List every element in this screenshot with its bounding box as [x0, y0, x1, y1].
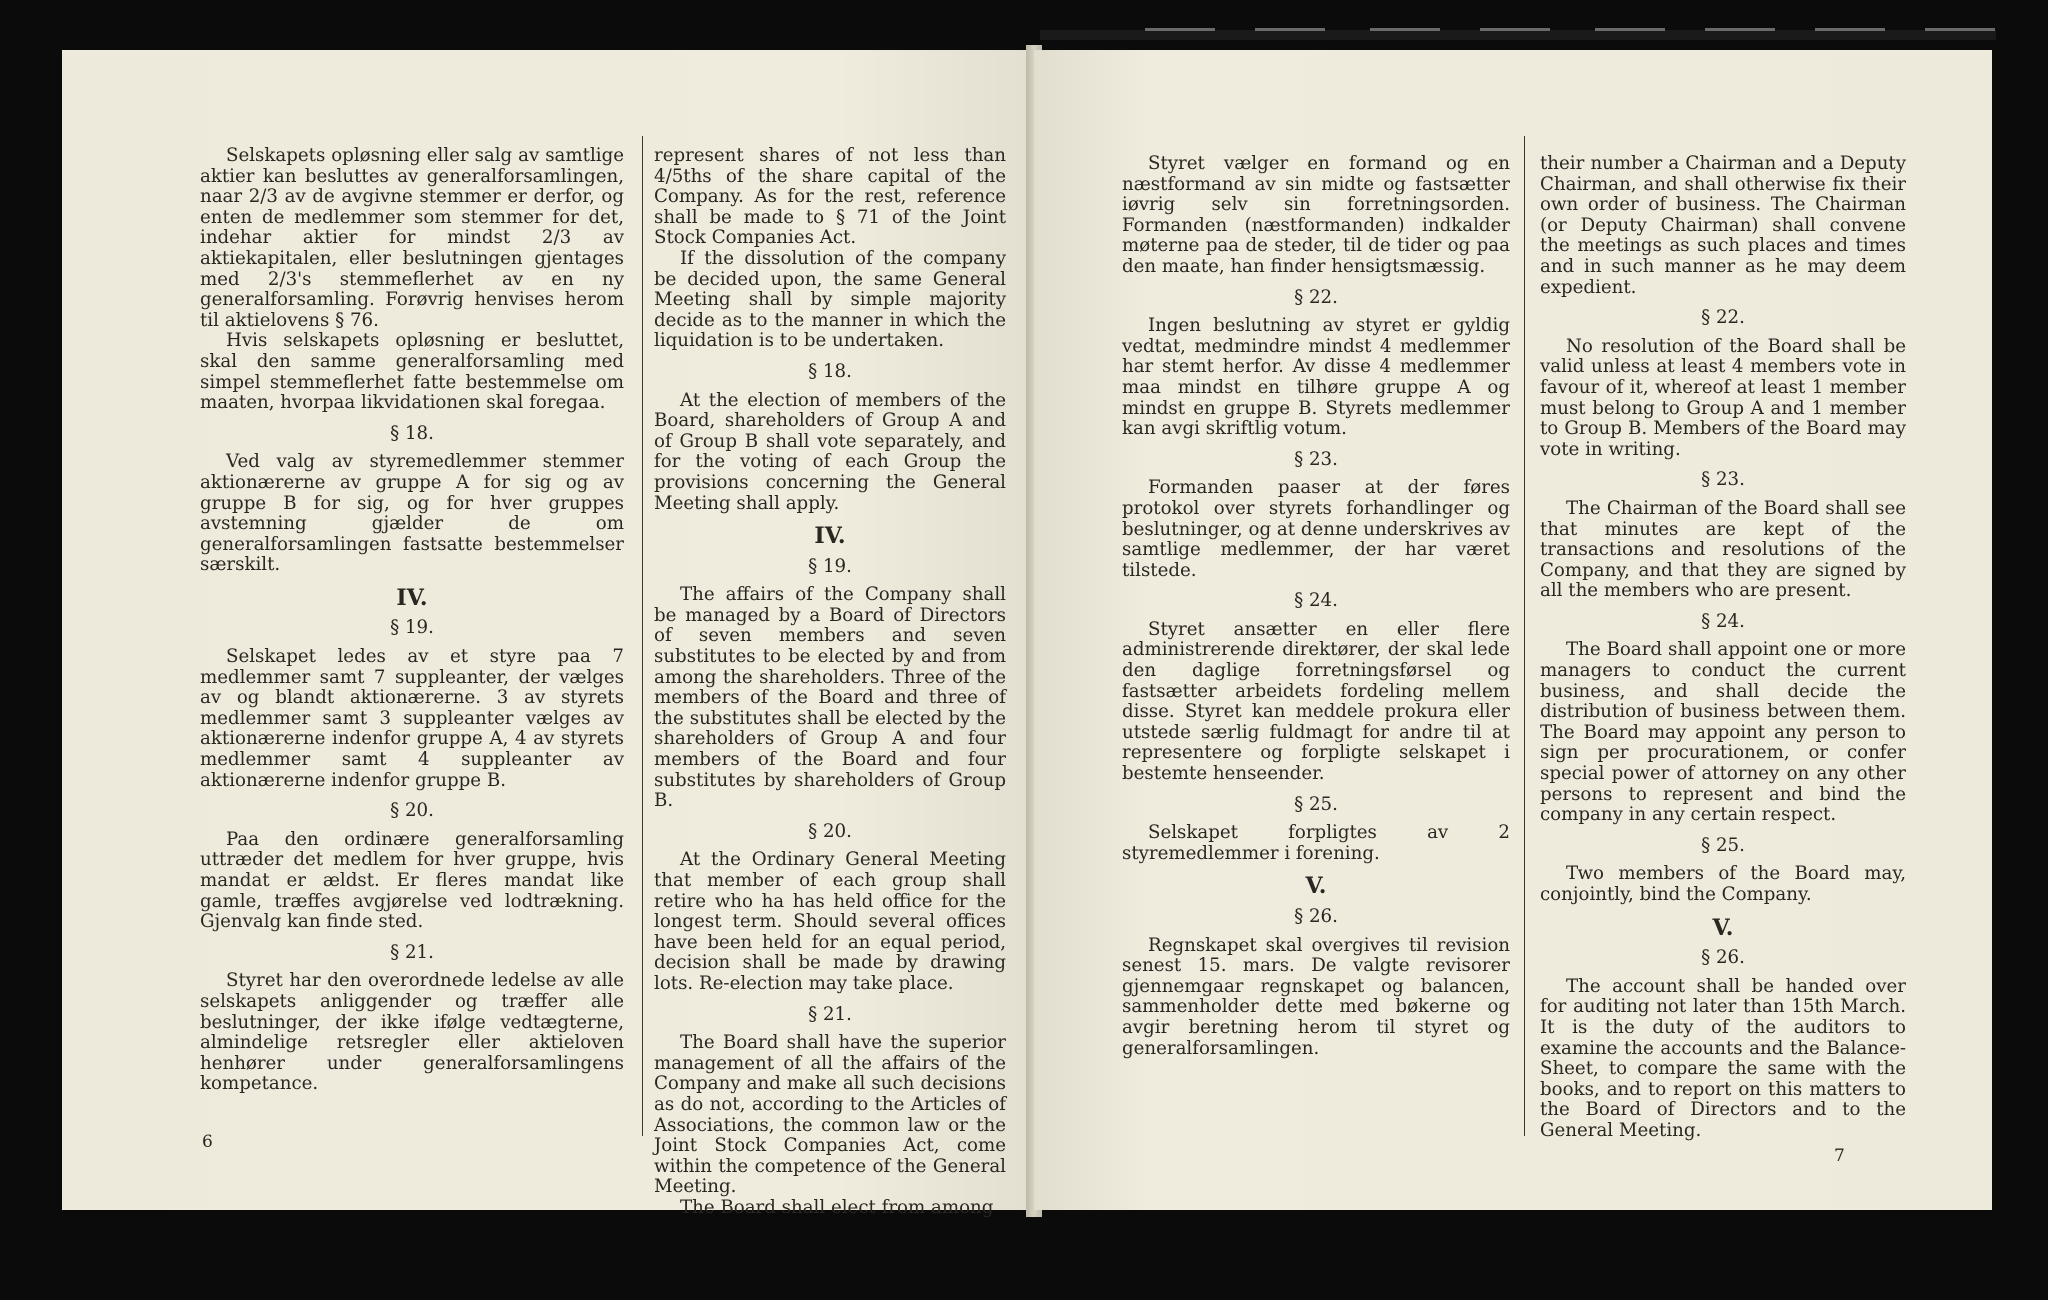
section-heading: § 23. [1294, 448, 1338, 470]
left-page-english-column [654, 146, 1006, 1219]
paragraph: Hvis selskapets opløsning er besluttet, skal den samme generalforsamling med simpel stemmeflerhet fatte bestemmelse om maaten, hvorpaa likvidationen skal foregaa. [200, 330, 624, 414]
page-number: 7 [1834, 1146, 1845, 1166]
paragraph: At the election of members of the Board, shareholders of Group A and of Group B shall vote separately, and for the voting of each Group the provisions concerning the General Meeting shall apply. [654, 389, 1006, 514]
page-number: 6 [202, 1132, 213, 1152]
paragraph: Regnskapet skal overgives til revision senest 15. mars. De valgte revisorer gjennemgaar regnskapet og balancen, sammenholder dette med bøkerne og avgir beretning herom til styret og generalforsamlingen. [1122, 934, 1510, 1059]
paragraph: The Board shall elect from among [680, 1196, 994, 1218]
paragraph: The affairs of the Company shall be managed by a Board of Directors of seven members and seven substitutes to be elected by and from among the shareholders. Three of the members of the Board and three of the substitutes shall be elected by the shareholders of Group A and four members of the Board and four substitutes by shareholders of Group B. [654, 584, 1006, 812]
left-page-danish-column [200, 146, 624, 1095]
color-bar-tick [1595, 28, 1665, 31]
paragraph: No resolution of the Board shall be valid unless at least 4 members vote in favour of it, whereof at least 1 member must belong to Group A and 1 member to Group B. Members of the Board may vote in writing. [1540, 335, 1906, 460]
section-heading: § 18. [390, 422, 434, 444]
paragraph: The account shall be handed over for auditing not later than 15th March. It is the duty of the auditors to examine the accounts and the Balance-Sheet, to compare the same with the books, and to report on this matters to the Board of Directors and to the General Meeting. [1540, 975, 1906, 1141]
section-heading: § 22. [1294, 286, 1338, 308]
color-bar-tick [1480, 28, 1550, 31]
section-heading: § 19. [390, 617, 434, 639]
column-divider [642, 136, 643, 1136]
section-heading: § 25. [1294, 793, 1338, 815]
color-bar-tick [1925, 28, 1995, 31]
chapter-heading: V. [1712, 914, 1734, 941]
paragraph: Selskapet forpligtes av 2 styremedlemmer i forening. [1122, 822, 1510, 864]
color-bar-tick [1145, 28, 1215, 31]
paragraph: Ved valg av styremedlemmer stemmer aktionærerne av gruppe A for sig og av gruppe B for sig, og for hver gruppes avstemning gjælder de om generalforsamlingen fastsatte bestemmelser særskilt. [200, 451, 624, 576]
section-heading: § 19. [808, 555, 852, 577]
paragraph: Formanden paaser at der føres protokol over styrets forhandlinger og beslutninger, og at denne underskrives av samtlige medlemmer, der har været tilstede. [1122, 477, 1510, 581]
section-heading: § 24. [1294, 590, 1338, 612]
paragraph: Selskapets opløsning eller salg av samtlige aktier kan besluttes av generalforsamlingen, naar 2/3 av de avgivne stemmer er derfor, og enten de medlemmer som stemmer for det, indehar aktier for mindst 2/3 av aktiekapitalen, eller beslutningen gjentages med 2/3's stemmeflerhet av en ny generalforsamling. Forøvrig henvises herom til aktielovens § 76. [200, 145, 624, 331]
paragraph: The Board shall appoint one or more managers to conduct the current business, and shall decide the distribution of business between them. The Board may appoint any person to sign per procurationem, or confer special power of attorney on any other persons to represent and bind the company in any certain respect. [1540, 639, 1906, 826]
section-heading: § 21. [808, 1003, 852, 1025]
section-heading: § 25. [1701, 834, 1745, 856]
section-heading: § 21. [390, 941, 434, 963]
paragraph: Ingen beslutning av styret er gyldig vedtat, medmindre mindst 4 medlemmer har stemt herfor. Av disse 4 medlemmer maa mindst en tilhøre gruppe A og mindst en gruppe B. Styrets medlemmer kan avgi skriftlig votum. [1122, 315, 1510, 440]
top-edge [1040, 30, 1996, 40]
right-page-english-column [1540, 154, 1906, 1142]
section-heading: § 26. [1294, 906, 1338, 927]
section-heading: § 20. [808, 820, 852, 842]
paragraph: Styret har den overordnede ledelse av alle selskapets anliggender og træffer alle beslutninger, der ikke ifølge vedtægterne, almindelige retsregler eller aktieloven henhører under generalforsamlingens kompetance. [200, 970, 624, 1095]
paragraph: represent shares of not less than 4/5ths of the share capital of the Company. As for the rest, reference shall be made to § 71 of the Joint Stock Companies Act. [654, 145, 1006, 249]
paragraph: Paa den ordinære generalforsamling uttræder det medlem for hver gruppe, hvis mandat er ældst. Er fleres mandat like gamle, træffes avgjørelse ved lodtrækning. Gjenvalg kan finde sted. [200, 828, 624, 933]
paragraph: Styret vælger en formand og en næstformand av sin midte og fastsætter iøvrig selv sin forretningsorden. Formanden (næstformanden) indkalder møterne paa de steder, til de tider og paa den maate, han finder hensigtsmæssig. [1122, 153, 1510, 277]
paragraph: At the Ordinary General Meeting that member of each group shall retire who ha has held office for the longest term. Should several offices have been held for an equal period, decision shall be made by drawing lots. Re-election may take place. [654, 849, 1006, 994]
color-bar-tick [1705, 28, 1775, 31]
paragraph: Selskapet ledes av et styre paa 7 medlemmer samt 7 suppleanter, der vælges av og blandt aktionærerne. 3 av styrets medlemmer samt 3 suppleanter vælges av aktionærerne indenfor gruppe A, 4 av styrets medlemmer samt 4 suppleanter av aktionærerne indenfor gruppe B. [200, 646, 624, 791]
paragraph: Two members of the Board may, conjointly, bind the Company. [1540, 863, 1906, 905]
right-page [1034, 50, 1992, 1210]
column-divider [1524, 136, 1525, 1136]
paragraph: Styret ansætter en eller flere administrerende direktører, der skal lede den daglige forretningsførsel og fastsætter arbeidets fordeling mellem disse. Styret kan meddele prokura eller utstede særlig fuldmagt for andre til at representere og forpligte selskapet i bestemte henseender. [1122, 618, 1510, 785]
color-bar-tick [1815, 28, 1885, 31]
right-page-danish-column [1122, 154, 1510, 1059]
chapter-heading: IV. [814, 523, 846, 550]
paragraph: their number a Chairman and a Deputy Chairman, and shall otherwise fix their own order of business. The Chairman (or Deputy Chairman) shall convene the meetings as such places and times and in such manner as he may deem expedient. [1540, 153, 1906, 298]
paragraph: The Chairman of the Board shall see that minutes are kept of the transactions and resolutions of the Company, and that they are signed by all the members who are present. [1540, 497, 1906, 602]
paragraph: If the dissolution of the company be decided upon, the same General Meeting shall by simple majority decide as to the manner in which the liquidation is to be undertaken. [654, 247, 1006, 352]
chapter-heading: V. [1305, 873, 1327, 900]
left-page [62, 50, 1034, 1218]
section-heading: § 23. [1701, 469, 1745, 491]
section-heading: § 22. [1701, 307, 1745, 329]
section-heading: § 18. [808, 360, 852, 382]
chapter-heading: IV. [396, 584, 428, 611]
color-bar-tick [1370, 28, 1440, 31]
section-heading: § 24. [1701, 610, 1745, 632]
color-bar-tick [1255, 28, 1325, 31]
section-heading: § 20. [390, 800, 434, 822]
section-heading: § 26. [1701, 947, 1745, 969]
paragraph: The Board shall have the superior management of all the affairs of the Company and make all such decisions as do not, according to the Articles of Associations, the common law or the Joint Stock Companies Act, come within the competence of the General Meeting. [654, 1032, 1006, 1198]
